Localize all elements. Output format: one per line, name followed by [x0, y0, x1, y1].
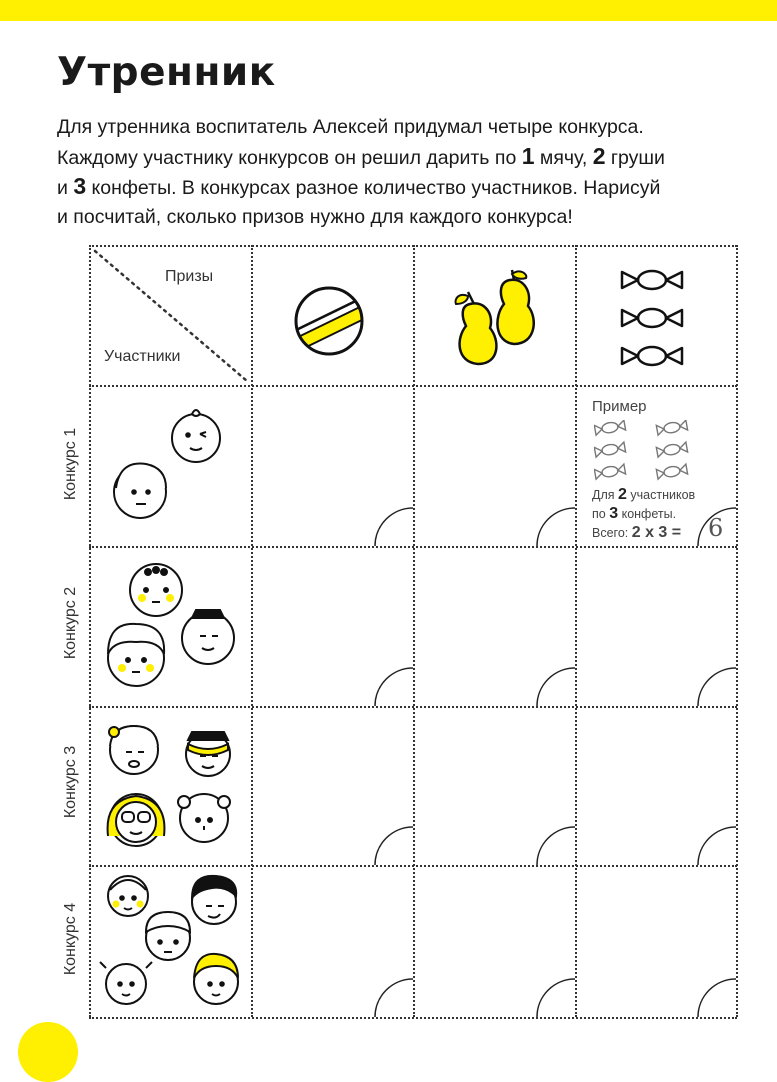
face-icon — [108, 624, 164, 686]
table-divider — [575, 245, 577, 1017]
answer-field[interactable] — [535, 505, 575, 546]
answer-field[interactable] — [696, 976, 736, 1017]
answer-field[interactable] — [535, 976, 575, 1017]
contest-1-label: Конкурс 1 — [62, 427, 79, 501]
page-corner-circle — [18, 1022, 78, 1082]
number-candies: 3 — [73, 173, 87, 199]
page-title: Утренник — [57, 50, 276, 95]
intro-text: мячу, — [534, 146, 593, 169]
face-icon — [182, 610, 234, 664]
face-icon — [100, 962, 152, 1004]
contest-1-faces — [100, 400, 240, 530]
example-answer: 6 — [708, 514, 724, 542]
table-border — [736, 245, 738, 1017]
top-color-band — [0, 0, 777, 21]
face-icon — [192, 876, 236, 924]
task-description — [57, 113, 737, 231]
face-icon — [114, 464, 166, 519]
table-divider — [413, 245, 415, 1017]
face-icon — [178, 794, 230, 842]
header-prizes-label: Призы — [165, 268, 214, 285]
answer-field[interactable] — [373, 505, 413, 546]
answer-field[interactable] — [373, 976, 413, 1017]
example-number: 2 — [618, 486, 627, 503]
contest-2-label: Конкурс 2 — [62, 586, 79, 660]
contest-4-label: Конкурс 4 — [62, 902, 79, 976]
answer-field[interactable] — [535, 824, 575, 865]
number-pears: 2 — [592, 142, 606, 169]
example-total — [592, 524, 681, 542]
example-text: Всего: — [592, 526, 632, 540]
number-ball: 1 — [521, 142, 535, 169]
example-text: конфеты. — [618, 507, 677, 521]
example-line-2 — [592, 505, 676, 523]
face-icon — [108, 876, 148, 916]
candies-icon — [620, 266, 684, 370]
contest-2-faces — [100, 558, 240, 698]
face-icon — [146, 912, 190, 960]
pears-icon — [450, 266, 542, 368]
example-text: по — [592, 507, 610, 521]
intro-line-2 — [57, 142, 737, 173]
answer-field[interactable] — [373, 665, 413, 706]
example-cell — [592, 398, 742, 542]
answer-field[interactable] — [373, 824, 413, 865]
example-title: Пример — [592, 398, 647, 415]
intro-line-1: Для утренника воспитатель Алексей придумал четыре конкурса. — [57, 116, 644, 138]
example-line-1 — [592, 486, 695, 504]
contest-3-label: Конкурс 3 — [62, 745, 79, 819]
example-number: 3 — [609, 505, 619, 522]
table-divider — [251, 245, 253, 1017]
intro-line-4: и посчитай, сколько призов нужно для каждого конкурса! — [57, 205, 573, 228]
intro-line-3 — [57, 172, 737, 203]
example-text: Для — [592, 488, 619, 502]
contest-3-faces — [100, 718, 240, 858]
table-border — [89, 1017, 737, 1019]
face-icon — [194, 954, 238, 1004]
intro-text: конфеты. В конкурсах разное количество участников. Нарисуй — [86, 177, 661, 199]
answer-field[interactable] — [696, 824, 736, 865]
face-icon — [172, 410, 220, 462]
face-icon — [109, 726, 158, 774]
intro-text: груши — [605, 146, 665, 169]
example-candies-icon — [594, 420, 694, 482]
header-participants-label: Участники — [104, 348, 181, 365]
intro-text: и — [57, 177, 74, 199]
face-icon — [186, 732, 230, 776]
face-icon — [130, 564, 182, 616]
ball-icon — [292, 284, 366, 358]
intro-text: Каждому участнику конкурсов он решил дарить по — [57, 146, 522, 169]
contest-4-faces — [98, 872, 244, 1012]
answer-field[interactable] — [696, 665, 736, 706]
example-text: участников — [626, 488, 696, 502]
example-formula: 2 х 3 = — [631, 524, 682, 541]
face-icon — [108, 794, 165, 846]
answer-field[interactable] — [535, 665, 575, 706]
